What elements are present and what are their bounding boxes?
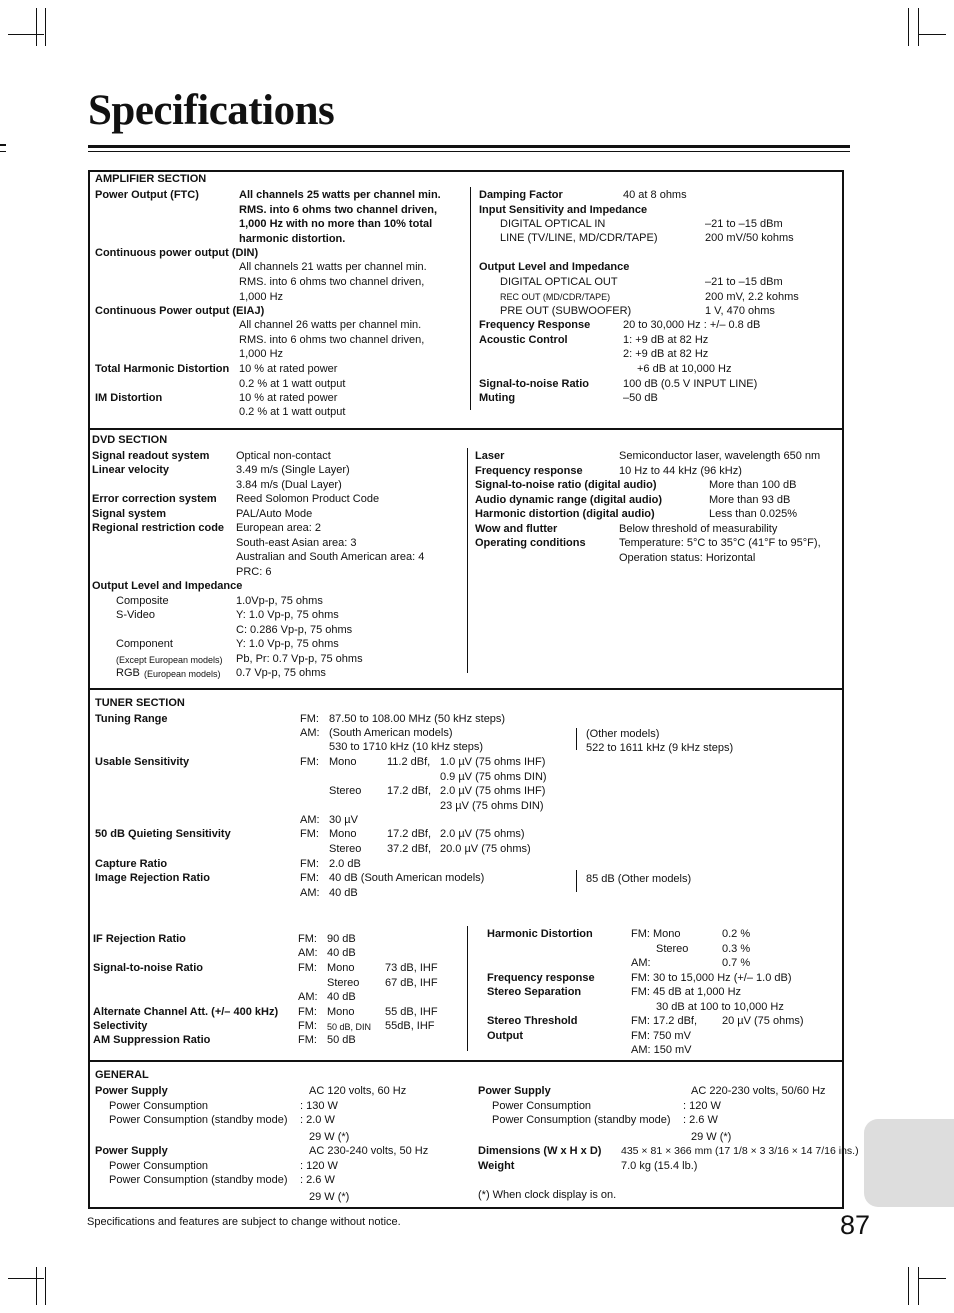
crop-mark — [45, 8, 46, 46]
spec-value: 100 dB (0.5 V INPUT LINE) — [623, 378, 758, 390]
spec-label: (Except European models) — [116, 655, 223, 665]
band-label: FM: — [298, 933, 317, 945]
spec-value: PAL/Auto Mode — [236, 508, 313, 520]
mode-label: Mono — [329, 756, 357, 768]
band-label: FM: — [298, 1020, 317, 1032]
spec-label: Component — [116, 638, 173, 650]
section-heading: DVD SECTION — [92, 434, 168, 446]
spec-value: 1.0Vp-p, 75 ohms — [236, 595, 323, 607]
section-heading: TUNER SECTION — [95, 697, 185, 709]
spec-value: 522 to 1611 kHz (9 kHz steps) — [586, 742, 734, 754]
band-label: AM: — [300, 887, 320, 899]
mode-label: Stereo — [329, 785, 362, 797]
mode-label: Mono — [329, 828, 357, 840]
spec-value: AC 220-230 volts, 50/60 Hz — [691, 1085, 826, 1097]
spec-label: Total Harmonic Distortion — [95, 363, 230, 375]
spec-label: Continuous Power output (EIAJ) — [95, 305, 265, 317]
band-label: FM: — [298, 1034, 317, 1046]
crop-mark — [908, 1267, 909, 1305]
spec-value: All channel 26 watts per channel min. — [239, 319, 422, 331]
mode-label: Mono — [327, 1006, 355, 1018]
crop-mark — [36, 1267, 37, 1305]
spec-label: Input Sensitivity and Impedance — [479, 204, 648, 216]
spec-value: All channels 25 watts per channel min. — [239, 189, 441, 201]
spec-value: –21 to –15 dBm — [705, 276, 783, 288]
spec-value: European area: 2 — [236, 522, 322, 534]
spec-label: Weight — [478, 1160, 515, 1172]
spec-value: South-east Asian area: 3 — [236, 537, 357, 549]
spec-value: –21 to –15 dBm — [705, 218, 783, 230]
spec-value: : 120 W — [683, 1100, 721, 1112]
spec-label: Power Consumption (standby mode) — [109, 1174, 288, 1186]
chapter-tab — [864, 1119, 954, 1207]
spec-label: PRE OUT (SUBWOOFER) — [500, 305, 632, 317]
band-label: AM: — [300, 727, 320, 739]
band-label: FM: — [300, 756, 319, 768]
spec-value: : 2.0 W — [300, 1114, 335, 1126]
spec-value: 200 mV, 2.2 kohms — [705, 291, 799, 303]
spec-label: Wow and flutter — [475, 523, 558, 535]
spec-label: Alternate Channel Att. (+/– 400 kHz) — [93, 1006, 279, 1018]
spec-value: 87.50 to 108.00 MHz (50 kHz steps) — [329, 713, 506, 725]
spec-value: –50 dB — [623, 392, 658, 404]
band-label: FM: — [298, 962, 317, 974]
spec-value: 435 × 81 × 366 mm (17 1/8 × 3 3/16 × 14 7/16 ins.) — [621, 1145, 859, 1157]
spec-value: 20 to 30,000 Hz : +/– 0.8 dB — [623, 319, 761, 331]
spec-value: 50 dB, DIN — [327, 1022, 372, 1032]
spec-label: Harmonic distortion (digital audio) — [475, 508, 655, 520]
spec-value: 2.0 µV (75 ohms IHF) — [440, 785, 546, 797]
spec-label: Regional restriction code — [92, 522, 225, 534]
spec-value: : 2.6 W — [300, 1174, 335, 1186]
column-divider — [576, 728, 577, 750]
spec-value: 40 dB (South American models) — [329, 872, 485, 884]
mode-label: Stereo — [327, 977, 360, 989]
page-number: 87 — [840, 1210, 871, 1240]
spec-value: 11.2 dBf, — [387, 756, 431, 768]
spec-label: Signal-to-noise ratio (digital audio) — [475, 479, 657, 491]
spec-value: Less than 0.025% — [709, 508, 798, 520]
spec-label: Output Level and Impedance — [479, 261, 630, 273]
band-label: AM: — [298, 991, 318, 1003]
spec-value: 0.7 % — [722, 957, 751, 969]
band-label: AM: — [300, 814, 320, 826]
spec-value: (Other models) — [586, 728, 660, 740]
spec-label: (European models) — [144, 669, 221, 679]
spec-value: 37.2 dBf, — [387, 843, 432, 855]
spec-value: AM: 150 mV — [631, 1044, 692, 1056]
spec-value: 40 dB — [327, 947, 356, 959]
spec-value: 30 µV — [329, 814, 358, 826]
spec-value: 55 dB, IHF — [385, 1006, 438, 1018]
spec-value: 90 dB — [327, 933, 356, 945]
spec-value: More than 100 dB — [709, 479, 797, 491]
spec-label: IF Rejection Ratio — [93, 933, 186, 945]
spec-label: REC OUT (MD/CDR/TAPE) — [500, 292, 611, 302]
spec-value: AC 120 volts, 60 Hz — [309, 1085, 407, 1097]
column-divider — [467, 926, 468, 1051]
spec-value: 3.84 m/s (Dual Layer) — [236, 479, 342, 491]
spec-value: 1,000 Hz with no more than 10% total — [239, 218, 433, 230]
spec-value: FM: 30 to 15,000 Hz (+/– 1.0 dB) — [631, 972, 792, 984]
column-divider — [576, 870, 577, 892]
spec-label: Continuous power output (DIN) — [95, 247, 259, 259]
footnote-clock: (*) When clock display is on. — [478, 1189, 617, 1201]
spec-label: Power Consumption (standby mode) — [109, 1114, 288, 1126]
spec-value: Pb, Pr: 0.7 Vp-p, 75 ohms — [236, 653, 363, 665]
spec-label: Output — [487, 1030, 524, 1042]
spec-value: 40 dB — [327, 991, 356, 1003]
page-title: Specifications — [88, 87, 335, 134]
spec-value: +6 dB at 10,000 Hz — [637, 363, 732, 375]
spec-value: Optical non-contact — [236, 450, 331, 462]
crop-mark — [918, 1278, 946, 1279]
spec-value: More than 93 dB — [709, 494, 791, 506]
spec-label: Composite — [116, 595, 169, 607]
spec-value: 200 mV/50 kohms — [705, 232, 794, 244]
spec-value: 23 µV (75 ohms DIN) — [440, 800, 544, 812]
spec-value: 1,000 Hz — [239, 291, 284, 303]
spec-label: Signal system — [92, 508, 166, 520]
side-tick — [0, 151, 6, 152]
spec-label: Power Consumption (standby mode) — [492, 1114, 671, 1126]
spec-label: Frequency response — [487, 972, 595, 984]
spec-label: Usable Sensitivity — [95, 756, 190, 768]
spec-value: RMS. into 6 ohms two channel driven, — [239, 204, 438, 216]
spec-value: 0.2 % at 1 watt output — [239, 406, 346, 418]
band-label: FM: — [300, 872, 319, 884]
band-label: FM: — [300, 858, 319, 870]
mode-label: Mono — [327, 962, 355, 974]
spec-label: AM Suppression Ratio — [93, 1034, 211, 1046]
spec-value: Below threshold of measurability — [619, 523, 778, 535]
crop-mark — [918, 34, 946, 35]
spec-value: 1 V, 470 ohms — [705, 305, 775, 317]
spec-value: 0.3 % — [722, 943, 751, 955]
spec-label: Muting — [479, 392, 516, 404]
footer-note: Specifications and features are subject to change without notice. — [87, 1216, 401, 1228]
spec-label: Dimensions (W x H x D) — [478, 1145, 602, 1157]
spec-label: Stereo Threshold — [487, 1015, 578, 1027]
spec-value: RMS. into 6 ohms two channel driven, — [239, 334, 425, 346]
spec-label: Power Output (FTC) — [95, 189, 199, 201]
spec-label: Operating conditions — [475, 537, 586, 549]
spec-label: Signal-to-noise Ratio — [479, 378, 589, 390]
spec-label: Tuning Range — [95, 713, 168, 725]
band-label: AM: — [298, 947, 318, 959]
spec-label: Harmonic Distortion — [487, 928, 593, 940]
spec-value: 530 to 1710 kHz (10 kHz steps) — [329, 741, 484, 753]
spec-label: Stereo Separation — [487, 986, 582, 998]
spec-value: 29 W (*) — [309, 1131, 350, 1143]
spec-value: Semiconductor laser, wavelength 650 nm — [619, 450, 821, 462]
spec-value: FM: 17.2 dBf, — [631, 1015, 698, 1027]
crop-mark — [908, 8, 909, 46]
band-label: FM: — [300, 713, 319, 725]
spec-label: Audio dynamic range (digital audio) — [475, 494, 663, 506]
crop-mark — [36, 8, 37, 46]
spec-value: 10 Hz to 44 kHz (96 kHz) — [619, 465, 742, 477]
spec-value: 40 dB — [329, 887, 358, 899]
spec-value: FM: Mono — [631, 928, 681, 940]
spec-value: 40 at 8 ohms — [623, 189, 687, 201]
spec-value: 29 W (*) — [691, 1131, 732, 1143]
spec-value: 17.2 dBf, — [387, 785, 432, 797]
spec-label: Acoustic Control — [479, 334, 568, 346]
spec-label: Frequency response — [475, 465, 583, 477]
column-divider — [467, 448, 468, 673]
side-tick — [0, 144, 6, 146]
spec-label: LINE (TV/LINE, MD/CDR/TAPE) — [500, 232, 658, 244]
crop-mark — [918, 1267, 919, 1305]
spec-label: Power Supply — [478, 1085, 551, 1097]
spec-value: 0.2 % — [722, 928, 751, 940]
spec-label: Linear velocity — [92, 464, 170, 476]
spec-value: : 120 W — [300, 1160, 338, 1172]
section-heading: GENERAL — [95, 1069, 149, 1081]
spec-value: 17.2 dBf, — [387, 828, 432, 840]
spec-label: DIGITAL OPTICAL OUT — [500, 276, 618, 288]
crop-mark — [918, 8, 919, 46]
spec-label: Signal readout system — [92, 450, 210, 462]
spec-label: DIGITAL OPTICAL IN — [500, 218, 606, 230]
spec-value: Operation status: Horizontal — [619, 552, 756, 564]
spec-value: 3.49 m/s (Single Layer) — [236, 464, 350, 476]
crop-mark — [8, 34, 44, 35]
spec-value: All channels 21 watts per channel min. — [239, 261, 427, 273]
spec-value: 1: +9 dB at 82 Hz — [623, 334, 709, 346]
spec-label: S-Video — [116, 609, 155, 621]
spec-value: 73 dB, IHF — [385, 962, 438, 974]
spec-value: 1.0 µV (75 ohms IHF) — [440, 756, 546, 768]
spec-label: Signal-to-noise Ratio — [93, 962, 203, 974]
mode-label: Stereo — [329, 843, 362, 855]
spec-value: 29 W (*) — [309, 1191, 350, 1203]
spec-value: Y: 1.0 Vp-p, 75 ohms — [236, 638, 339, 650]
spec-value: 30 dB at 100 to 10,000 Hz — [656, 1001, 784, 1013]
spec-label: Power Consumption — [492, 1100, 592, 1112]
spec-value: AC 230-240 volts, 50 Hz — [309, 1145, 429, 1157]
spec-value: 67 dB, IHF — [385, 977, 438, 989]
spec-value: PRC: 6 — [236, 566, 272, 578]
spec-value: : 130 W — [300, 1100, 338, 1112]
spec-value: 2.0 dB — [329, 858, 361, 870]
spec-value: 0.9 µV (75 ohms DIN) — [440, 771, 547, 783]
spec-label: IM Distortion — [95, 392, 163, 404]
spec-value: 2: +9 dB at 82 Hz — [623, 348, 709, 360]
spec-label: Frequency Response — [479, 319, 591, 331]
spec-label: Power Supply — [95, 1085, 168, 1097]
spec-value: 10 % at rated power — [239, 363, 338, 375]
spec-value: 0.2 % at 1 watt output — [239, 378, 346, 390]
spec-value: 85 dB (Other models) — [586, 873, 692, 885]
spec-value: FM: 750 mV — [631, 1030, 691, 1042]
spec-value: Australian and South American area: 4 — [236, 551, 425, 563]
section-heading: AMPLIFIER SECTION — [95, 173, 207, 185]
column-divider — [470, 187, 471, 410]
spec-value: 0.7 Vp-p, 75 ohms — [236, 667, 326, 679]
spec-value: : 2.6 W — [683, 1114, 718, 1126]
spec-value: 2.0 µV (75 ohms) — [440, 828, 525, 840]
spec-value: 10 % at rated power — [239, 392, 338, 404]
band-label: FM: — [298, 1006, 317, 1018]
title-rule — [88, 151, 850, 152]
spec-label: Image Rejection Ratio — [95, 872, 210, 884]
crop-mark — [8, 1278, 44, 1279]
spec-value: 1,000 Hz — [239, 348, 284, 360]
spec-value: 20.0 µV (75 ohms) — [440, 843, 531, 855]
spec-label: Selectivity — [93, 1020, 148, 1032]
spec-label: RGB — [116, 667, 140, 679]
spec-value: 55dB, IHF — [385, 1020, 435, 1032]
spec-label: Power Consumption — [109, 1100, 209, 1112]
spec-label: 50 dB Quieting Sensitivity — [95, 828, 231, 840]
spec-label: Power Consumption — [109, 1160, 209, 1172]
crop-mark — [45, 1267, 46, 1305]
spec-label: Capture Ratio — [95, 858, 168, 870]
spec-value: Reed Solomon Product Code — [236, 493, 380, 505]
spec-value: 7.0 kg (15.4 lb.) — [621, 1160, 698, 1172]
spec-label: Damping Factor — [479, 189, 563, 201]
band-label: FM: — [300, 828, 319, 840]
spec-value: 50 dB — [327, 1034, 356, 1046]
spec-value: Y: 1.0 Vp-p, 75 ohms — [236, 609, 339, 621]
spec-value: FM: 45 dB at 1,000 Hz — [631, 986, 742, 998]
spec-label: Error correction system — [92, 493, 217, 505]
spec-value: harmonic distortion. — [239, 233, 346, 245]
title-rule — [88, 145, 850, 148]
spec-value: Temperature: 5°C to 35°C (41°F to 95°F), — [619, 537, 821, 549]
spec-value: RMS. into 6 ohms two channel driven, — [239, 276, 425, 288]
band-label: AM: — [631, 957, 651, 969]
spec-label: Output Level and Impedance — [92, 580, 243, 592]
spec-value: 20 µV (75 ohms) — [722, 1015, 804, 1027]
mode-label: Stereo — [656, 943, 689, 955]
spec-value: C: 0.286 Vp-p, 75 ohms — [236, 624, 353, 636]
spec-label: Power Supply — [95, 1145, 168, 1157]
spec-value: (South American models) — [329, 727, 453, 739]
spec-label: Laser — [475, 450, 505, 462]
